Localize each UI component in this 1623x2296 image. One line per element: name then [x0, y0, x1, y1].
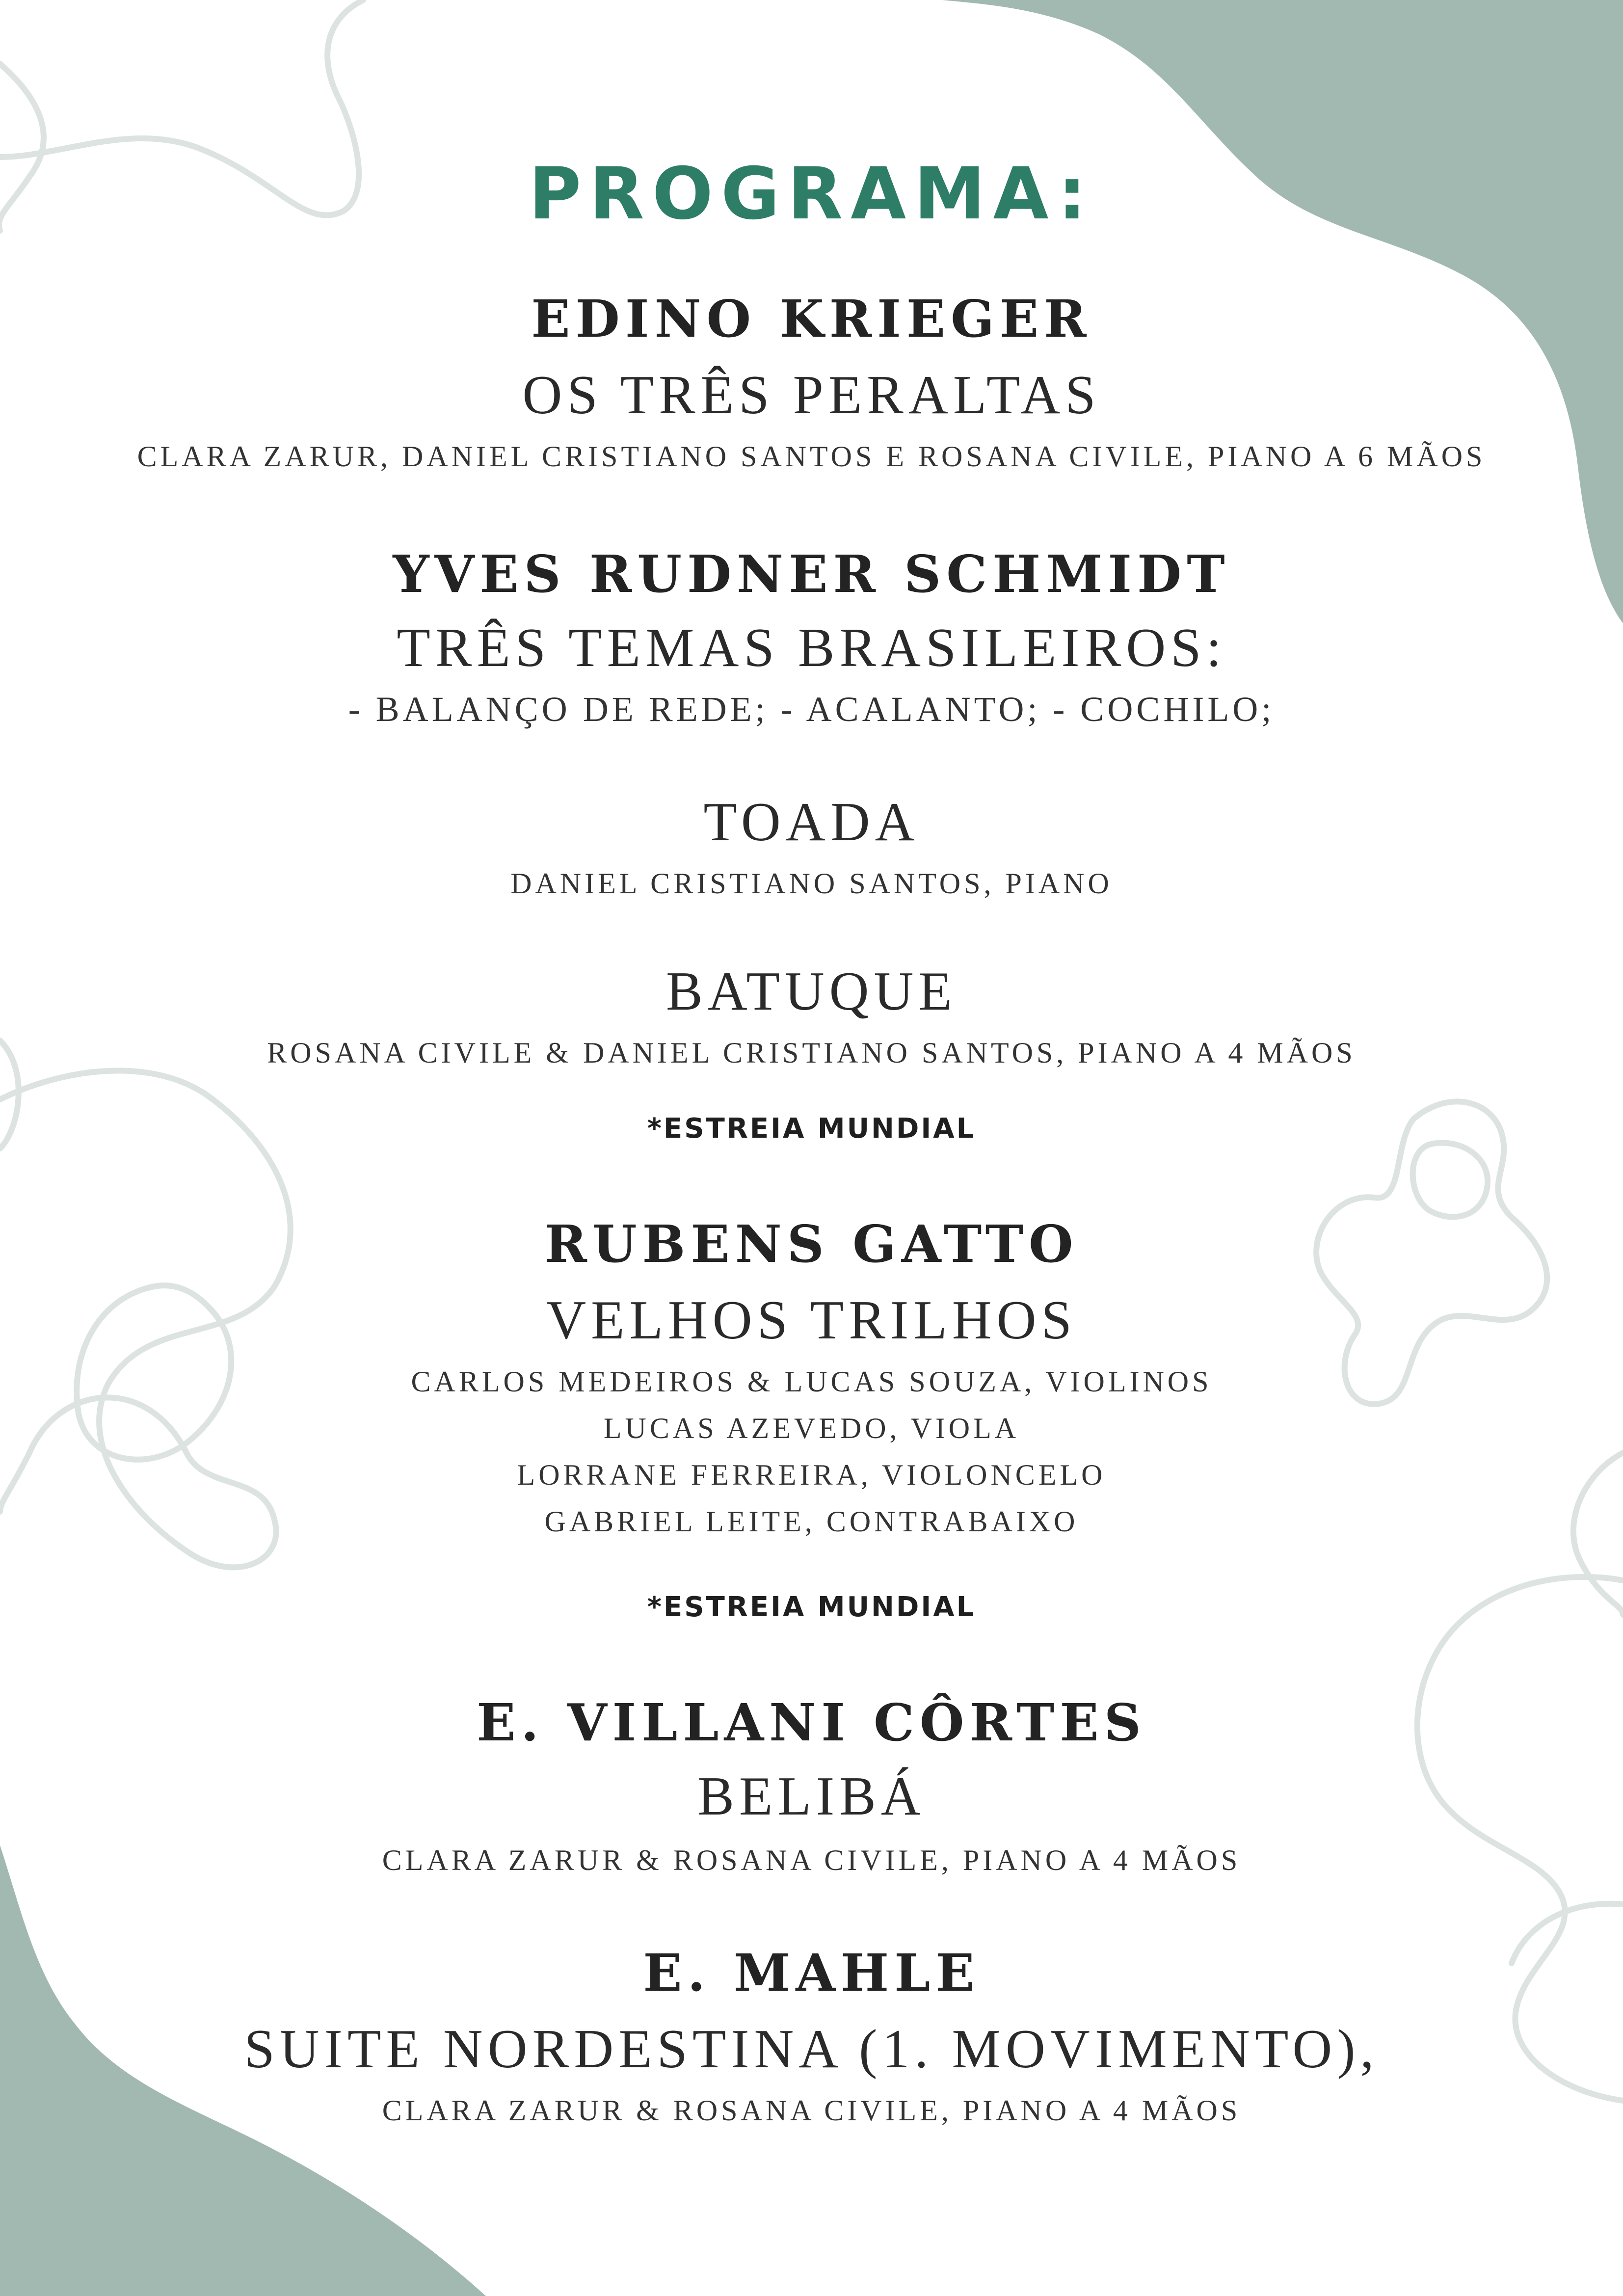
performer-line: DANIEL CRISTIANO SANTOS, PIANO [510, 867, 1113, 900]
premiere-note: *ESTREIA MUNDIAL [647, 1591, 976, 1623]
page-title: PROGRAMA: [529, 152, 1094, 236]
performer-line: CLARA ZARUR & ROSANA CIVILE, PIANO A 4 MÃOS [382, 2094, 1241, 2127]
performer-line: CLARA ZARUR & ROSANA CIVILE, PIANO A 4 MÃOS [382, 1844, 1241, 1876]
performer-line: LUCAS AZEVEDO, VIOLA [603, 1412, 1020, 1444]
work-title: OS TRÊS PERALTAS [522, 365, 1101, 426]
work-title: TOADA [703, 792, 920, 853]
composer-name: RUBENS GATTO [544, 1214, 1079, 1274]
work-title: SUITE NORDESTINA (1. MOVIMENTO), [244, 2019, 1379, 2080]
performer-line: ROSANA CIVILE & DANIEL CRISTIANO SANTOS, PIANO A 4 MÃOS [267, 1037, 1356, 1069]
work-title: BELIBÁ [697, 1766, 926, 1827]
work-title: TRÊS TEMAS BRASILEIROS: [397, 617, 1226, 678]
premiere-note: *ESTREIA MUNDIAL [647, 1113, 976, 1145]
performer-line: LORRANE FERREIRA, VIOLONCELO [517, 1459, 1106, 1491]
composer-name: E. MAHLE [643, 1943, 980, 2003]
performer-line: CARLOS MEDEIROS & LUCAS SOUZA, VIOLINOS [411, 1365, 1212, 1398]
performer-line: GABRIEL LEITE, CONTRABAIXO [544, 1505, 1079, 1538]
composer-name: E. VILLANI CÔRTES [477, 1692, 1146, 1753]
composer-name: YVES RUDNER SCHMIDT [393, 544, 1230, 604]
performer-line: CLARA ZARUR, DANIEL CRISTIANO SANTOS E ROSANA CIVILE, PIANO A 6 MÃOS [137, 440, 1486, 473]
work-title: VELHOS TRILHOS [546, 1290, 1077, 1351]
movement-list: - BALANÇO DE REDE; - ACALANTO; - COCHILO; [348, 690, 1275, 729]
composer-name: EDINO KRIEGER [531, 289, 1092, 349]
work-title: BATUQUE [666, 961, 957, 1022]
